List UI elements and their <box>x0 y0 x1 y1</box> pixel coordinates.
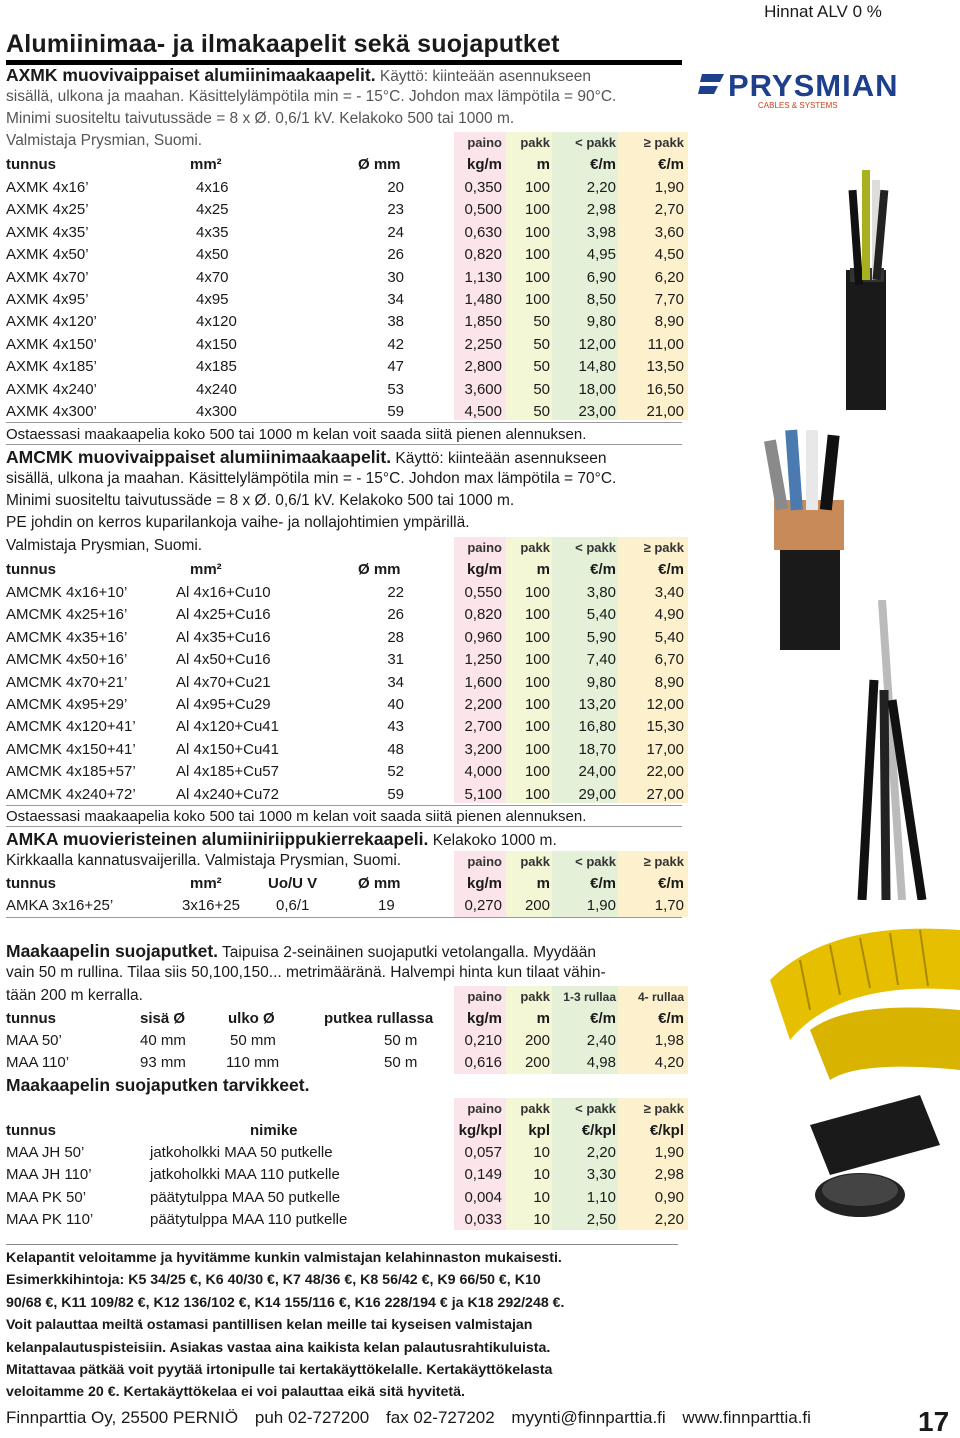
price-note: Hinnat ALV 0 % <box>764 2 882 21</box>
amcmk-row-cell: 27,00 <box>646 785 684 803</box>
maa-desc1: Taipuisa 2-seinäinen suojaputki vetolangalla. Myydään <box>218 944 597 961</box>
acc-row-cell: jatkoholkki MAA 110 putkelle <box>150 1166 340 1184</box>
brand-logo <box>698 62 954 112</box>
axmk-row-cell: 50 <box>533 335 550 353</box>
acc-row-cell: 10 <box>533 1188 550 1206</box>
amcmk-row-cell: 0,550 <box>464 584 502 601</box>
amcmk-row-cell: 1,600 <box>464 673 502 691</box>
axmk-row-cell: AXMK 4x25’ <box>6 201 89 219</box>
page-title: Alumiinimaa- ja ilmakaapelit sekä suojaputket <box>6 28 682 65</box>
brand-text: PRYSMIAN <box>728 68 899 103</box>
axmk-row-cell: 12,00 <box>578 335 616 353</box>
amka-title: AMKA muovieristeinen alumiiniriippukierrekaapeli. <box>6 829 429 849</box>
amcmk-row-cell: 7,40 <box>586 651 616 669</box>
amcmk-row-cell: 24,00 <box>578 763 616 781</box>
brand-sub: CABLES & SYSTEMS <box>758 101 838 110</box>
axmk-row-cell: 4,95 <box>586 246 616 264</box>
amcmk-row-cell: 100 <box>524 763 550 781</box>
note-line: Kelapantit veloitamme ja hyvitämme kunkin valmistajan kelahinnaston mukaisesti. <box>6 1250 562 1266</box>
acc-row <box>6 1142 688 1164</box>
axmk-row-cell: AXMK 4x50’ <box>6 246 89 264</box>
axmk-row-cell: 4x35 <box>196 223 229 241</box>
amka-table <box>6 851 688 917</box>
amcmk-row <box>6 582 688 604</box>
axmk-row-cell: 4,50 <box>654 246 684 264</box>
axmk-row-cell: 100 <box>524 246 550 264</box>
amcmk-desc3: Minimi suositeltu taivutussäde = 8 x Ø. 0,6/1 kV. Kelakoko 500 tai 1000 m. <box>6 492 515 509</box>
amcmk-row <box>6 761 688 783</box>
amcmk-desc4: PE johdin on kerros kuparilankoja vaihe- ja nollajohtimien ympärillä. <box>6 514 470 531</box>
amcmk-row-cell: Al 4x95+Cu29 <box>176 696 271 713</box>
amcmk-row-cell: AMCMK 4x35+16’ <box>6 628 128 646</box>
axmk-row-cell: 50 <box>533 380 550 398</box>
axmk-row-cell: 4x300 <box>196 403 237 420</box>
amcmk-row-cell: 12,00 <box>646 696 684 713</box>
amcmk-row-cell: AMCMK 4x25+16’ <box>6 606 128 624</box>
axmk-row-cell: 2,70 <box>654 201 684 219</box>
axmk-row-cell: 100 <box>524 223 550 241</box>
axmk-row-cell: 3,98 <box>586 223 616 241</box>
amcmk-row-cell: 8,90 <box>654 673 684 691</box>
note-line: Mitattavaa pätkää voit pyytää irtonipulle tai kertakäyttökelalle. Kertakäyttökelasta <box>6 1362 553 1379</box>
maa-row: MAA 110’ 93 mm 110 mm 50 m 0,616 200 4,98 4,20 <box>6 1054 684 1071</box>
footer-email[interactable]: myynti@finnparttia.fi <box>511 1408 666 1427</box>
acc-header-top: paino pakk < pakk ≥ pakk <box>467 1101 684 1116</box>
axmk-row-cell: 4x150 <box>196 335 237 353</box>
amcmk-header: tunnus mm² Ø mm kg/m m €/m €/m <box>6 561 684 578</box>
amcmk-row-cell: 3,40 <box>654 584 684 601</box>
acc-row <box>6 1187 688 1209</box>
axmk-row-cell: 1,90 <box>654 179 684 196</box>
axmk-row-cell: 7,70 <box>654 291 684 308</box>
amcmk-desc2: sisällä, ulkona ja maahan. Käsittelylämpötila min = - 15°C. Johdon max lämpötila = 70°C. <box>6 470 617 487</box>
amka-header-top: paino pakk < pakk ≥ pakk <box>467 854 684 869</box>
axmk-row-cell: 1,480 <box>464 291 502 308</box>
acc-row-cell: 1,10 <box>586 1188 616 1206</box>
axmk-desc4: Valmistaja Prysmian, Suomi. <box>6 132 203 149</box>
amcmk-row-cell: Al 4x120+Cu41 <box>176 718 279 736</box>
maa-table <box>6 986 688 1074</box>
axmk-desc3: Minimi suositeltu taivutussäde = 8 x Ø. 0,6/1 kV. Kelakoko 500 tai 1000 m. <box>6 110 515 127</box>
amcmk-row-cell: 22 <box>387 584 404 601</box>
amcmk-row-cell: 3,200 <box>464 740 502 758</box>
axmk-row <box>6 356 688 378</box>
axmk-row-cell: 1,130 <box>464 268 502 286</box>
amcmk-row <box>6 739 688 761</box>
axmk-row <box>6 244 688 266</box>
amcmk-row-cell: 100 <box>524 696 550 713</box>
axmk-row-cell: 100 <box>524 291 550 308</box>
axmk-row-cell: 18,00 <box>578 380 616 398</box>
footer-fax: fax 02-727202 <box>385 1408 495 1427</box>
axmk-row-cell: 0,500 <box>464 201 502 219</box>
axmk-row <box>6 199 688 221</box>
maa-intro <box>6 940 596 964</box>
footer-phone: puh 02-727200 <box>254 1408 370 1427</box>
amcmk-row-cell: 13,20 <box>578 696 616 713</box>
amcmk-row-cell: 31 <box>387 651 404 669</box>
amcmk-header-top: paino pakk < pakk ≥ pakk <box>467 540 684 555</box>
axmk-row-cell: 4x50 <box>196 246 229 264</box>
amcmk-row-cell: AMCMK 4x95+29’ <box>6 696 128 713</box>
amcmk-row-cell: 0,820 <box>464 606 502 624</box>
axmk-row-cell: 4x16 <box>196 179 229 196</box>
axmk-row-cell: 50 <box>533 403 550 420</box>
axmk-row-cell: AXMK 4x95’ <box>6 291 89 308</box>
amcmk-row-cell: 22,00 <box>646 763 684 781</box>
amka-row: AMKA 3x16+25’ 3x16+25 0,6/1 19 0,270 200 1,90 1,70 <box>6 897 684 914</box>
axmk-row-cell: 11,00 <box>647 335 684 353</box>
axmk-row <box>6 222 688 244</box>
note-line: Esimerkkihintoja: K5 34/25 €, K6 40/30 €, K7 48/36 €, K8 56/42 €, K9 66/50 €, K10 <box>6 1272 541 1289</box>
acc-row-cell: 0,033 <box>464 1211 502 1229</box>
amcmk-row <box>6 716 688 738</box>
axmk-row-cell: 4x25 <box>196 201 229 219</box>
axmk-row <box>6 311 688 333</box>
amka-title-suffix: Kelakoko 1000 m. <box>428 832 557 849</box>
amcmk-row-cell: 9,80 <box>586 673 616 691</box>
amcmk-row-cell: 4,90 <box>654 606 684 624</box>
amcmk-row-cell: 17,00 <box>646 740 684 758</box>
amka-desc1: Kirkkaalla kannatusvaijerilla. Valmistaja Prysmian, Suomi. <box>6 852 402 869</box>
axmk-row <box>6 267 688 289</box>
acc-row-cell: MAA JH 50’ <box>6 1144 85 1161</box>
acc-row-cell: 0,90 <box>654 1188 684 1206</box>
axmk-row-cell: 26 <box>387 246 404 264</box>
amcmk-row-cell: 26 <box>387 606 404 624</box>
axmk-row-cell: 4x240 <box>196 380 237 398</box>
axmk-row-cell: AXMK 4x300’ <box>6 403 97 420</box>
axmk-row-cell: 53 <box>387 380 404 398</box>
axmk-row-cell: 4x95 <box>196 291 229 308</box>
amcmk-row <box>6 604 688 626</box>
maa-header: tunnus sisä Ø ulko Ø putkea rullassa kg/m m €/m €/m <box>6 1010 684 1027</box>
axmk-row-cell: 47 <box>387 358 404 376</box>
amcmk-row-cell: 100 <box>524 785 550 803</box>
amcmk-row-cell: Al 4x16+Cu10 <box>176 584 271 601</box>
note-line: kelanpalautuspisteisiin. Asiakas vastaa aina kaikista kelan palautusrahtikuluista. <box>6 1339 551 1356</box>
acc-row-cell: 0,149 <box>464 1166 502 1184</box>
amcmk-row-cell: Al 4x35+Cu16 <box>176 628 271 646</box>
acc-row-cell: 2,98 <box>654 1166 684 1184</box>
axmk-row-cell: 4x120 <box>196 313 237 331</box>
acc-row-cell: 10 <box>533 1166 550 1184</box>
footer <box>6 1408 954 1428</box>
page-number: 17 <box>918 1406 950 1437</box>
axmk-row-cell: 20 <box>387 179 404 196</box>
axmk-row-cell: 30 <box>387 268 404 286</box>
axmk-row-cell: 0,350 <box>464 179 502 196</box>
axmk-row-cell: AXMK 4x150’ <box>6 335 97 353</box>
axmk-row <box>6 177 688 199</box>
amcmk-row-cell: AMCMK 4x150+41’ <box>6 740 136 758</box>
axmk-row-cell: AXMK 4x120’ <box>6 313 97 331</box>
axmk-header-top: paino pakk < pakk ≥ pakk <box>467 135 684 150</box>
footer-company: Finnparttia Oy, 25500 PERNIÖ <box>6 1408 239 1427</box>
amka-cable-photo <box>822 600 942 900</box>
acc-row-cell: 2,20 <box>654 1211 684 1229</box>
amcmk-row-cell: 5,90 <box>586 628 616 646</box>
axmk-intro <box>6 64 591 88</box>
amcmk-row-cell: 2,700 <box>464 718 502 736</box>
amcmk-row-cell: 59 <box>387 785 404 803</box>
amcmk-row-cell: 6,70 <box>654 651 684 669</box>
axmk-row-cell: 14,80 <box>578 358 616 376</box>
acc-row-cell: päätytulppa MAA 110 putkelle <box>150 1211 348 1229</box>
amcmk-row-cell: Al 4x50+Cu16 <box>176 651 271 669</box>
axmk-row-cell: 2,20 <box>586 179 616 196</box>
acc-row-cell: 10 <box>533 1211 550 1229</box>
amcmk-row-cell: 1,250 <box>464 651 502 669</box>
maa-title: Maakaapelin suojaputket. <box>6 941 219 961</box>
axmk-row <box>6 379 688 401</box>
amcmk-row-cell: AMCMK 4x185+57’ <box>6 763 136 781</box>
amcmk-row-cell: AMCMK 4x70+21’ <box>6 673 128 691</box>
axmk-row-cell: AXMK 4x16’ <box>6 179 89 196</box>
footer-web[interactable]: www.finnparttia.fi <box>682 1408 811 1427</box>
axmk-row-cell: 16,50 <box>646 380 684 398</box>
axmk-row-cell: 50 <box>533 358 550 376</box>
amcmk-row-cell: 40 <box>387 696 404 713</box>
axmk-row-cell: 24 <box>387 223 404 241</box>
amcmk-row-cell: 100 <box>524 740 550 758</box>
acc-row <box>6 1164 688 1186</box>
axmk-desc2: sisällä, ulkona ja maahan. Käsittelylämpötila min = - 15°C. Johdon max lämpötila = 90°C. <box>6 88 617 105</box>
acc-row-cell: MAA PK 50’ <box>6 1188 87 1206</box>
amcmk-row-cell: 0,960 <box>464 628 502 646</box>
amcmk-row-cell: 4,000 <box>464 763 502 781</box>
axmk-table <box>6 132 688 422</box>
axmk-row-cell: 1,850 <box>464 313 502 331</box>
amcmk-row-cell: 100 <box>524 606 550 624</box>
axmk-row-cell: 59 <box>387 403 404 420</box>
axmk-row-cell: 4x185 <box>196 358 237 376</box>
acc-header: tunnus nimike kg/kpl kpl €/kpl €/kpl <box>6 1122 684 1139</box>
acc-row-cell: MAA PK 110’ <box>6 1211 94 1229</box>
axmk-row-cell: 8,50 <box>586 291 616 308</box>
axmk-row-cell: 50 <box>533 313 550 331</box>
amka-intro <box>6 828 557 852</box>
axmk-row-cell: 34 <box>387 291 404 308</box>
acc-row-cell: jatkoholkki MAA 50 putkelle <box>150 1144 333 1161</box>
amcmk-title: AMCMK muovivaippaiset alumiinimaakaapelit. <box>6 447 392 467</box>
axmk-row-cell: 100 <box>524 179 550 196</box>
amcmk-row-cell: 3,80 <box>586 584 616 601</box>
amcmk-row-cell: 29,00 <box>578 785 616 803</box>
note-line: veloitamme 20 €. Kertakäyttökelaa ei voi palauttaa eikä sitä hyvitetä. <box>6 1384 465 1401</box>
axmk-row-cell: AXMK 4x185’ <box>6 358 97 376</box>
axmk-row-cell: 13,50 <box>646 358 684 376</box>
acc-row-cell: 2,20 <box>586 1144 616 1161</box>
amcmk-row-cell: AMCMK 4x16+10’ <box>6 584 128 601</box>
amcmk-row <box>6 672 688 694</box>
acc-row-cell: 3,30 <box>586 1166 616 1184</box>
axmk-row-cell: 4,500 <box>464 403 502 420</box>
axmk-note: Ostaessasi maakaapelia koko 500 tai 1000 m kelan voit saada siitä pienen alennuksen. <box>6 426 587 443</box>
maa-desc3: tään 200 m kerralla. <box>6 987 143 1004</box>
conduit-pipe-photo <box>770 900 960 1080</box>
axmk-row-cell: 6,90 <box>586 268 616 286</box>
acc-row-cell: 10 <box>533 1144 550 1161</box>
amcmk-row-cell: Al 4x25+Cu16 <box>176 606 271 624</box>
axmk-row-cell: AXMK 4x240’ <box>6 380 97 398</box>
acc-row-cell: 1,90 <box>654 1144 684 1161</box>
acc-row-cell: päätytulppa MAA 50 putkelle <box>150 1188 341 1206</box>
axmk-row <box>6 334 688 356</box>
axmk-row-cell: 8,90 <box>654 313 684 331</box>
maa-desc2: vain 50 m rullina. Tilaa siis 50,100,150... metrimääränä. Halvempi hinta kun tilaat vähin- <box>6 964 606 981</box>
amcmk-note: Ostaessasi maakaapelia koko 500 tai 1000 m kelan voit saada siitä pienen alennuksen. <box>6 808 587 825</box>
amcmk-desc1: Käyttö: kiinteään asennukseen <box>391 450 607 467</box>
maa-header-top: paino pakk 1-3 rullaa 4- rullaa <box>467 989 684 1004</box>
axmk-row-cell: 9,80 <box>586 313 616 331</box>
acc-table <box>6 1098 688 1232</box>
amcmk-row-cell: 5,100 <box>464 785 502 803</box>
amcmk-row-cell: 18,70 <box>578 740 616 758</box>
amcmk-row-cell: AMCMK 4x240+72’ <box>6 785 136 803</box>
amcmk-row-cell: 5,40 <box>654 628 684 646</box>
axmk-row-cell: 38 <box>387 313 404 331</box>
amcmk-row-cell: 100 <box>524 673 550 691</box>
amcmk-intro <box>6 446 607 470</box>
amcmk-row-cell: 100 <box>524 651 550 669</box>
deposit-notes <box>6 1244 678 1404</box>
amcmk-desc5: Valmistaja Prysmian, Suomi. <box>6 537 203 554</box>
amcmk-row-cell: Al 4x240+Cu72 <box>176 785 279 803</box>
amcmk-row-cell: Al 4x150+Cu41 <box>176 740 279 758</box>
acc-title: Maakaapelin suojaputken tarvikkeet. <box>6 1075 310 1095</box>
amcmk-row-cell: 100 <box>524 628 550 646</box>
amcmk-row-cell: 34 <box>387 673 404 691</box>
amcmk-row-cell: 100 <box>524 584 550 601</box>
amcmk-row-cell: 15,30 <box>646 718 684 736</box>
acc-row-cell: MAA JH 110’ <box>6 1166 92 1184</box>
note-line: 90/68 €, K11 109/82 €, K12 136/102 €, K14 155/116 €, K16 228/194 € ja K18 292/248 €. <box>6 1294 565 1311</box>
amcmk-row-cell: 5,40 <box>586 606 616 624</box>
axmk-row <box>6 401 688 423</box>
axmk-header: tunnus mm² Ø mm kg/m m €/m €/m <box>6 156 684 173</box>
amcmk-row-cell: 2,200 <box>464 696 502 713</box>
axmk-row-cell: 23 <box>387 201 404 219</box>
amka-header: tunnus mm² Uo/U V Ø mm kg/m m €/m €/m <box>6 875 684 892</box>
axmk-row-cell: 23,00 <box>578 403 616 420</box>
amcmk-row-cell: 16,80 <box>578 718 616 736</box>
amcmk-row-cell: Al 4x185+Cu57 <box>176 763 279 781</box>
amcmk-row-cell: 28 <box>387 628 404 646</box>
accessory-coupling-photo <box>800 1085 950 1225</box>
axmk-row-cell: 100 <box>524 268 550 286</box>
amcmk-row-cell: 43 <box>387 718 404 736</box>
axmk-row-cell: 42 <box>387 335 404 353</box>
amcmk-row-cell: AMCMK 4x120+41’ <box>6 718 136 736</box>
acc-row-cell: 0,004 <box>464 1188 502 1206</box>
axmk-row <box>6 289 688 311</box>
amcmk-row <box>6 627 688 649</box>
axmk-row-cell: AXMK 4x70’ <box>6 268 89 286</box>
maa-row: MAA 50’ 40 mm 50 mm 50 m 0,210 200 2,40 1,98 <box>6 1032 684 1049</box>
axmk-cable-photo <box>800 160 920 410</box>
amcmk-row-cell: 48 <box>387 740 404 758</box>
axmk-row-cell: 4x70 <box>196 268 229 286</box>
amcmk-row <box>6 649 688 671</box>
amcmk-row-cell: 52 <box>387 763 404 781</box>
amcmk-row-cell: Al 4x70+Cu21 <box>176 673 271 691</box>
acc-title-line <box>6 1074 309 1098</box>
axmk-row-cell: 2,98 <box>586 201 616 219</box>
axmk-title: AXMK muovivaippaiset alumiinimaakaapelit. <box>6 65 376 85</box>
acc-row-cell: 2,50 <box>586 1211 616 1229</box>
axmk-row-cell: 0,820 <box>464 246 502 264</box>
amcmk-row-cell: 100 <box>524 718 550 736</box>
axmk-row-cell: 0,630 <box>464 223 502 241</box>
axmk-row-cell: 2,800 <box>464 358 502 376</box>
axmk-row-cell: 21,00 <box>646 403 684 420</box>
axmk-row-cell: 2,250 <box>464 335 502 353</box>
amcmk-row <box>6 694 688 716</box>
amcmk-table <box>6 537 688 805</box>
amcmk-row <box>6 784 688 806</box>
acc-row-cell: 0,057 <box>464 1144 502 1161</box>
axmk-row-cell: 6,20 <box>654 268 684 286</box>
amcmk-row-cell: AMCMK 4x50+16’ <box>6 651 128 669</box>
axmk-row-cell: 3,600 <box>464 380 502 398</box>
axmk-desc1: Käyttö: kiinteään asennukseen <box>375 68 591 85</box>
axmk-row-cell: 3,60 <box>654 223 684 241</box>
note-line: Voit palauttaa meiltä ostamasi pantillisen kelan meille tai kyseisen valmistajan <box>6 1317 533 1334</box>
axmk-row-cell: AXMK 4x35’ <box>6 223 89 241</box>
axmk-row-cell: 100 <box>524 201 550 219</box>
acc-row <box>6 1209 688 1231</box>
